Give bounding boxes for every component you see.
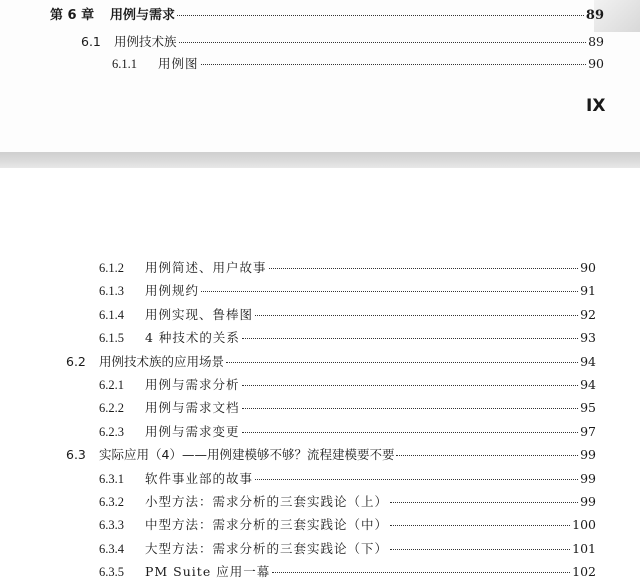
leader-dots bbox=[177, 15, 584, 16]
section-number: 6.1 bbox=[81, 34, 101, 49]
subsection-number: 6.3.2 bbox=[99, 495, 124, 509]
subsection-number: 6.1.1 bbox=[112, 57, 137, 71]
subsection-title: 用例图 bbox=[158, 56, 199, 71]
page-number: 93 bbox=[580, 330, 596, 346]
page-number: 101 bbox=[572, 540, 596, 556]
toc-subsection-entry bbox=[99, 541, 596, 557]
subsection-number: 6.3.5 bbox=[99, 565, 124, 580]
subsection-number: 6.2.1 bbox=[99, 378, 124, 392]
subsection-number: 6.3.3 bbox=[99, 518, 124, 533]
toc-subsection-6-1-1 bbox=[112, 56, 604, 72]
toc-section-entry bbox=[66, 447, 596, 463]
leader-dots bbox=[242, 432, 579, 433]
leader-dots bbox=[390, 502, 578, 503]
page-number: 89 bbox=[588, 34, 604, 49]
toc-section-entry bbox=[66, 354, 596, 370]
subsection-title: 大型方法：需求分析的三套实践论（下） bbox=[145, 540, 389, 556]
page-number: 99 bbox=[580, 494, 596, 509]
page-number: 99 bbox=[580, 470, 596, 486]
section-title: 用例技术族的应用场景 bbox=[99, 353, 225, 369]
leader-dots bbox=[396, 455, 578, 456]
subsection-title: 中型方法：需求分析的三套实践论（中） bbox=[145, 517, 389, 533]
leader-dots bbox=[242, 385, 579, 386]
toc-subsection-entry bbox=[99, 471, 596, 487]
subsection-number: 6.1.3 bbox=[99, 284, 124, 299]
chapter-number: 第 6 章 bbox=[50, 8, 95, 23]
toc-subsection-entry bbox=[99, 494, 596, 510]
leader-dots bbox=[390, 525, 570, 526]
subsection-title: 4 种技术的关系 bbox=[145, 330, 240, 346]
page-gap-shadow bbox=[0, 152, 640, 168]
page-number: 91 bbox=[580, 283, 596, 299]
toc-subsection-entry bbox=[99, 307, 596, 323]
section-number: 6.2 bbox=[66, 353, 86, 369]
leader-dots bbox=[390, 549, 570, 550]
page-number: 99 bbox=[580, 447, 596, 463]
subsection-title: PM Suite 应用一幕 bbox=[145, 564, 271, 580]
subsection-number: 6.3.4 bbox=[99, 541, 124, 556]
section-title: 用例技术族 bbox=[114, 34, 177, 49]
leader-dots bbox=[201, 291, 578, 292]
toc-subsection-entry bbox=[99, 424, 596, 440]
subsection-number: 6.3.1 bbox=[99, 471, 124, 486]
subsection-title: 用例简述、用户故事 bbox=[145, 260, 267, 275]
subsection-number: 6.2.3 bbox=[99, 424, 124, 439]
toc-section-6-1 bbox=[81, 34, 604, 50]
page-number: 89 bbox=[585, 8, 604, 23]
page-number: 92 bbox=[580, 306, 596, 322]
chapter-title: 用例与需求 bbox=[110, 8, 176, 23]
page-number: 90 bbox=[588, 56, 604, 71]
toc-page-top bbox=[0, 0, 640, 152]
toc-subsection-entry bbox=[99, 260, 596, 276]
toc-subsection-entry bbox=[99, 517, 596, 533]
page-number: 102 bbox=[572, 564, 596, 580]
toc-subsection-entry bbox=[99, 400, 596, 416]
roman-page-number: IX bbox=[586, 96, 606, 116]
subsection-title: 用例实现、鲁棒图 bbox=[145, 306, 254, 322]
page-number: 97 bbox=[580, 423, 596, 439]
page-number: 95 bbox=[580, 400, 596, 416]
subsection-title: 用例与需求文档 bbox=[145, 400, 240, 416]
leader-dots bbox=[226, 362, 578, 363]
subsection-title: 用例与需求变更 bbox=[145, 423, 240, 439]
toc-subsection-entry bbox=[99, 283, 596, 299]
toc-subsection-entry bbox=[99, 330, 596, 346]
toc-chapter-6 bbox=[50, 8, 604, 24]
leader-dots bbox=[242, 408, 579, 409]
leader-dots bbox=[242, 338, 578, 339]
subsection-title: 用例与需求分析 bbox=[145, 377, 240, 392]
toc-page-bottom bbox=[0, 168, 640, 580]
subsection-title: 用例规约 bbox=[145, 283, 200, 299]
subsection-title: 小型方法：需求分析的三套实践论（上） bbox=[145, 494, 389, 509]
leader-dots bbox=[255, 479, 578, 480]
page-number: 94 bbox=[580, 353, 596, 369]
leader-dots bbox=[255, 315, 578, 316]
toc-subsection-entry bbox=[99, 564, 596, 580]
toc-subsection-entry bbox=[99, 377, 596, 393]
subsection-number: 6.1.5 bbox=[99, 331, 124, 346]
page-number: 100 bbox=[572, 517, 596, 533]
section-title: 实际应用（4）——用例建模够不够？流程建模要不要 bbox=[99, 447, 395, 463]
subsection-number: 6.1.2 bbox=[99, 261, 124, 275]
leader-dots bbox=[272, 572, 570, 573]
leader-dots bbox=[269, 268, 579, 269]
leader-dots bbox=[179, 42, 587, 43]
subsection-title: 软件事业部的故事 bbox=[145, 470, 254, 486]
subsection-number: 6.2.2 bbox=[99, 401, 124, 416]
section-number: 6.3 bbox=[66, 447, 86, 463]
page-number: 90 bbox=[580, 260, 596, 275]
leader-dots bbox=[201, 64, 587, 65]
page-number: 94 bbox=[580, 377, 596, 392]
subsection-number: 6.1.4 bbox=[99, 307, 124, 322]
